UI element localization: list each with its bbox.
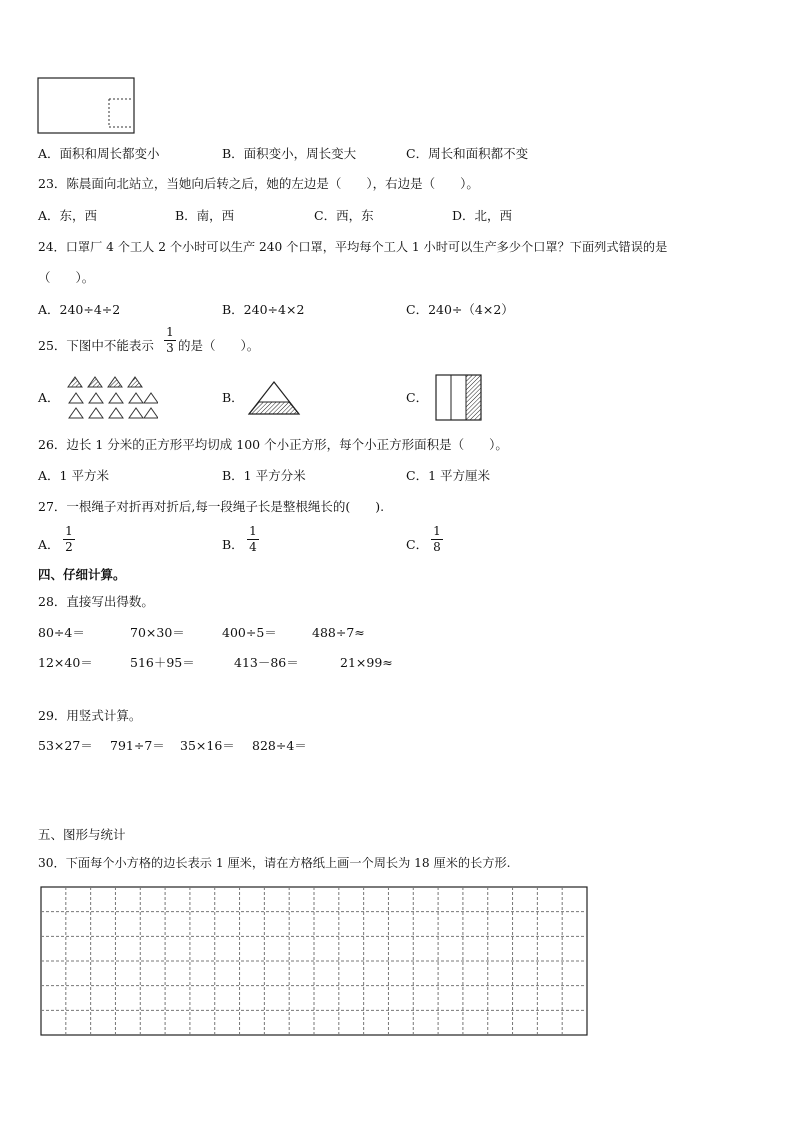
q24-option-a[interactable]: A．240÷4÷2 — [38, 302, 121, 317]
q27-option-b-label[interactable]: B． — [222, 537, 244, 552]
q28-row2-item-3: 413－86＝ — [234, 655, 299, 670]
q27-option-b-fraction — [247, 525, 259, 554]
q25-option-c-rectangle-figure — [435, 374, 483, 422]
q29-question: 29．用竖式计算。 — [38, 708, 142, 723]
q28-row2-item-4: 21×99≈ — [340, 655, 393, 670]
q25-fraction-denominator: 3 — [166, 341, 174, 355]
q26-option-a[interactable]: A．1 平方米 — [38, 468, 109, 483]
q23-option-d[interactable]: D．北，西 — [452, 208, 513, 223]
q22-option-c[interactable]: C．周长和面积都不变 — [406, 146, 529, 161]
q25-option-a-triangles-figure — [66, 375, 158, 421]
q24-question: 24．口罩厂 4 个工人 2 个小时可以生产 240 个口罩，平均每个工人 1 小时可以生产多少个口罩？下面列式错误的是 — [38, 240, 668, 254]
q28-row2-item-1: 12×40＝ — [38, 655, 93, 670]
q29-item-2: 791÷7＝ — [110, 738, 165, 753]
q26-option-b[interactable]: B．1 平方分米 — [222, 468, 306, 483]
q25-question-post: 的是（ ）。 — [178, 338, 260, 353]
q27-option-b-numerator: 1 — [249, 524, 257, 538]
q29-item-4: 828÷4＝ — [252, 738, 307, 753]
q25-option-a-label[interactable]: A． — [38, 390, 60, 405]
q25-fraction-numerator: 1 — [166, 325, 174, 339]
q25-option-b-label[interactable]: B． — [222, 390, 244, 405]
q23-option-b[interactable]: B．南，西 — [175, 208, 235, 223]
q28-row2-item-2: 516＋95＝ — [130, 655, 195, 670]
q28-row1-item-1: 80÷4＝ — [38, 625, 85, 640]
section5-title: 五、图形与统计 — [38, 827, 126, 842]
q28-row1-item-2: 70×30＝ — [130, 625, 185, 640]
q27-question: 27．一根绳子对折再对折后,每一段绳子长是整根绳长的( ). — [38, 499, 385, 514]
section4-title: 四、仔细计算。 — [38, 567, 126, 582]
q22-option-a[interactable]: A．面积和周长都变小 — [38, 146, 160, 161]
q22-option-b[interactable]: B．面积变小，周长变大 — [222, 146, 357, 161]
q26-option-c[interactable]: C．1 平方厘米 — [406, 468, 490, 483]
q23-question: 23．陈晨面向北站立，当她向后转之后，她的左边是（ ），右边是（ ）。 — [38, 176, 479, 191]
q27-option-a-denominator: 2 — [65, 540, 73, 554]
q23-option-a[interactable]: A．东，西 — [38, 208, 98, 223]
q23-option-c[interactable]: C．西，东 — [314, 208, 374, 223]
q25-option-c-label[interactable]: C． — [406, 390, 429, 405]
q22-rectangle-figure — [37, 77, 137, 135]
q30-grid-paper[interactable] — [40, 886, 590, 1038]
q27-option-c-numerator: 1 — [433, 524, 441, 538]
q28-row1-item-4: 488÷7≈ — [312, 625, 365, 640]
q26-question: 26．边长 1 分米的正方形平均切成 100 个小正方形，每个小正方形面积是（ ）。 — [38, 437, 508, 452]
q24-option-b[interactable]: B．240÷4×2 — [222, 302, 305, 317]
q25-question-pre: 25．下图中不能表示 — [38, 338, 154, 353]
q27-option-a-fraction — [63, 525, 75, 554]
q29-item-3: 35×16＝ — [180, 738, 235, 753]
q27-option-c-denominator: 8 — [433, 540, 441, 554]
q29-item-1: 53×27＝ — [38, 738, 93, 753]
q27-option-b-denominator: 4 — [249, 540, 257, 554]
q27-option-a-label[interactable]: A． — [38, 537, 60, 552]
q28-question: 28．直接写出得数。 — [38, 594, 154, 609]
q27-option-c-label[interactable]: C． — [406, 537, 429, 552]
q30-question: 30．下面每个小方格的边长表示 1 厘米，请在方格纸上画一个周长为 18 厘米的长方形. — [38, 856, 511, 870]
q24-option-c[interactable]: C．240÷（4×2） — [406, 302, 514, 317]
q24-question-cont: （ ）。 — [38, 270, 95, 285]
q25-option-b-pyramid-figure — [247, 380, 301, 416]
q27-option-a-numerator: 1 — [65, 524, 73, 538]
q28-row1-item-3: 400÷5＝ — [222, 625, 277, 640]
q25-fraction — [164, 326, 176, 355]
q27-option-c-fraction — [431, 525, 443, 554]
